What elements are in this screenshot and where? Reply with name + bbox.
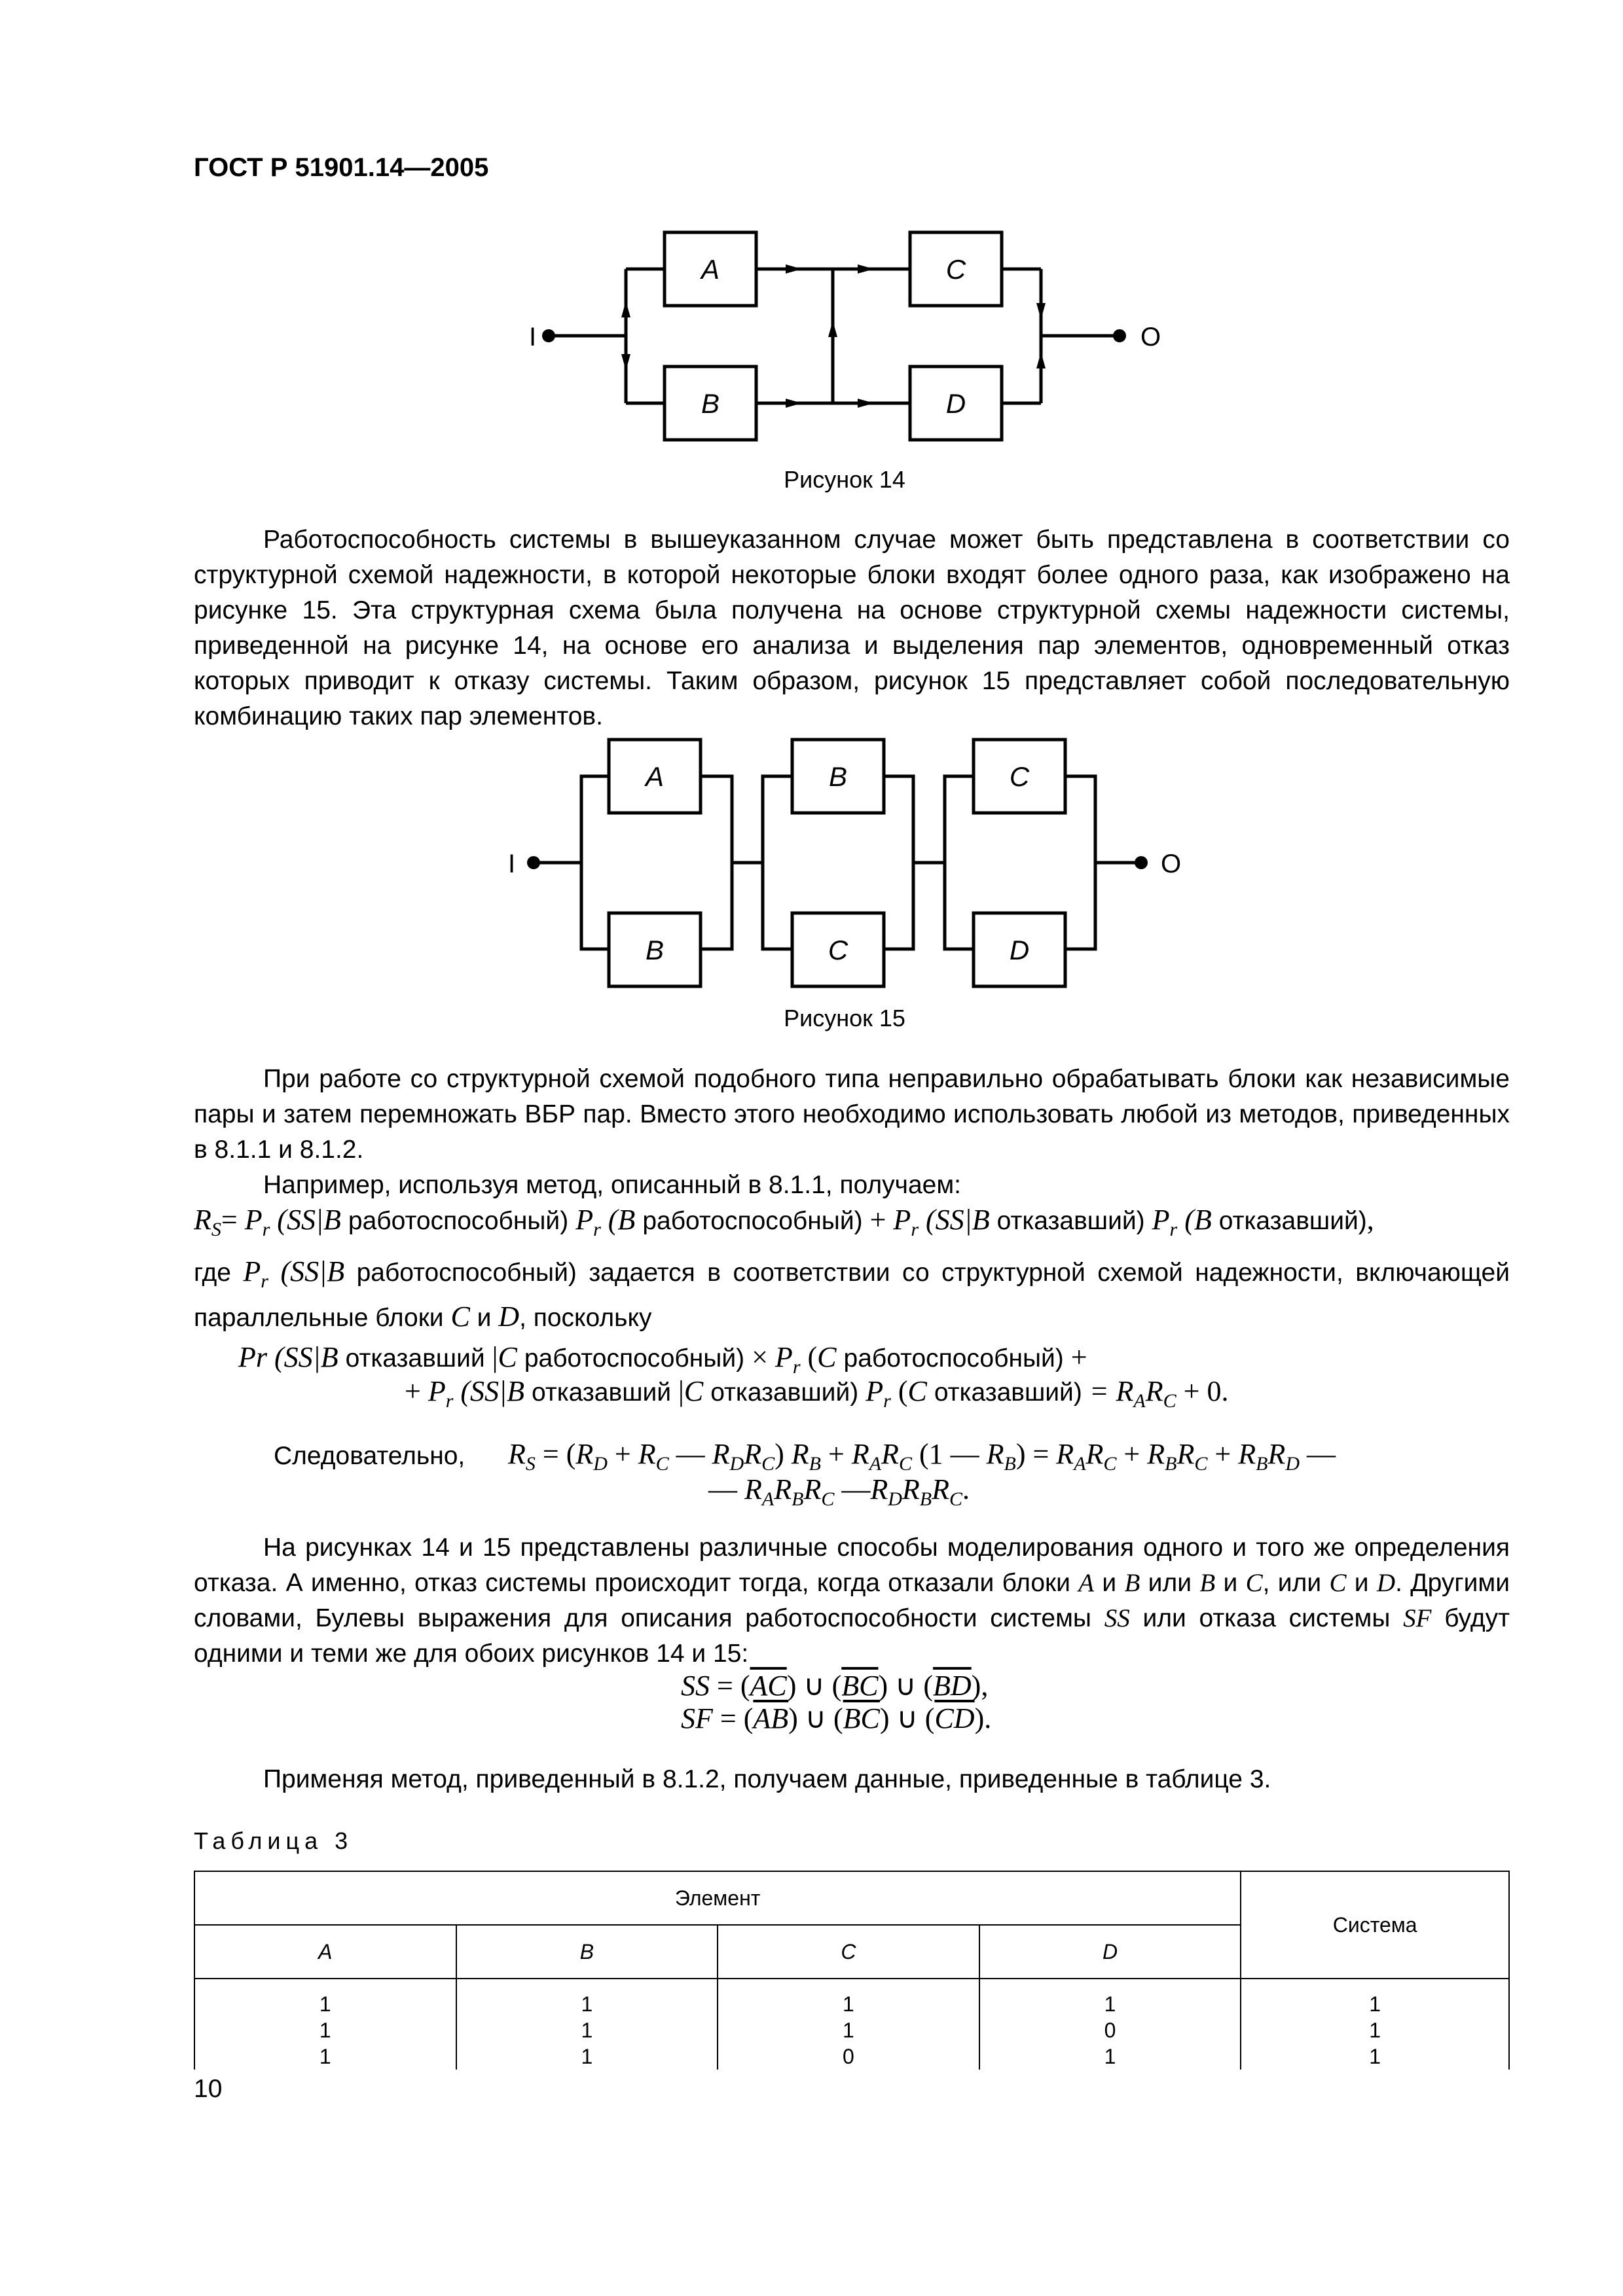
figure-14-caption: Рисунок 14 [784,466,905,493]
fig15-pair1-top: A [645,761,665,792]
formula-rs-expanded-line1: $R_S = (R_D + R_C$ — $R_DR_C$) $R_B + R_AR_C$ (1 — $R_B) = R_AR_C + R_BR_C + R_BR_D$ — [508,1438,1336,1475]
fig15-pair3-top: C [1009,761,1030,792]
fig15-pair3-bottom: D [1009,935,1030,965]
fig15-pair2-top: B [828,761,848,792]
document-header: ГОСТ Р 51901.14—2005 [194,153,489,182]
table-row: 1 1 0 1 1 [194,2043,1509,2070]
fig14-label-a: A [701,254,720,285]
fig15-input-label: I [508,850,516,878]
paragraph-2: При работе со структурной схемой подобного типа неправильно обрабатывать блоки как независимые пары и затем перемножать ВБР пар. Вместо этого необходимо использовать любой из методов, приведенных в 8.1.1 и 8.1.2. [194,1065,1510,1164]
formula-pr-line1: Pr (SS|B отказавший |C работоспособный) × $P_r$ (C работоспособный) + [238,1341,1087,1378]
paragraph-4: где $P_r$ (SS|B работоспособный) задается в соответствии со структурной схемой надежности, включающей параллельные блоки C и D, поскольку [194,1255,1510,1333]
fig14-label-d: D [945,388,966,419]
table-col-c: C [718,1925,979,1979]
page-number: 10 [194,2075,223,2103]
table-col-b: B [456,1925,718,1979]
figure-14-diagram [0,0,1623,511]
paragraph-1: Работоспособность системы в вышеуказанном случае может быть представлена в соответствии со структурной схемой надежности, в которой некоторые блоки входят более одного раза, как изображено на рисунке 15. Эта структурная схема была получена на основе структурной схемы надежности системы, приведенной на рисунке 14, на основе его анализа и выделения пар элементов, одновременный отказ которых приводит к отказу системы. Таким образом, рисунок 15 представляет собой последовательную комбинацию таких пар элементов. [194,526,1510,730]
formula-pr-line2: + $P_r$ (SS|B отказавший |C отказавший) $P_r$ (C отказавший) = $R_AR_C + 0$. [405,1375,1229,1412]
table-header-system: Система [1241,1871,1509,1979]
figure-15-diagram [0,720,1623,1021]
paragraph-5: На рисунках 14 и 15 представлены различные способы моделирования одного и того же определения отказа. А именно, отказ системы происходит тогда, когда отказали блоки A и B или B и C, или C и D. Другими словами, Булевы выражения для описания работоспособности системы SS или отказа системы SF будут одними и теми же для обоих рисунков 14 и 15: [194,1534,1510,1668]
table-3 [194,1871,1510,2070]
figure-15-caption: Рисунок 15 [784,1005,905,1031]
boolean-ss: SS = $(\overline{AC})$ ∪ $(\overline{BC})$ ∪ $(\overline{BD})$, [681,1670,989,1702]
fig15-pair2-bottom: C [828,935,848,965]
formula-rs-expanded-line2: — $R_AR_BR_C$ $—R_DR_BR_C$. [708,1473,970,1510]
table-header-element: Элемент [194,1871,1241,1925]
formula-rs: $R_S= P_r$ (SS|B работоспособный) $P_r$ (B работоспособный) + $P_r$ (SS|B отказавший) $P_r$ (B отказавший), [194,1204,1374,1240]
table-row: 1 1 1 1 1 [194,1979,1509,2017]
fig14-label-c: C [945,254,966,285]
fig14-input-label: I [529,323,537,351]
paragraph-3: Например, используя метод, описанный в 8.1.1, получаем: [263,1171,962,1199]
fig14-label-b: B [701,388,720,419]
boolean-sf: SF = $(\overline{AB})$ ∪ $(\overline{BC})$ ∪ $(\overline{CD})$. [681,1702,992,1734]
paragraph-6: Применяя метод, приведенный в 8.1.2, получаем данные, приведенные в таблице 3. [263,1765,1271,1793]
table-col-a: A [194,1925,456,1979]
fig15-pair1-bottom: B [645,935,665,965]
formula-label-therefore: Следовательно, [274,1442,465,1470]
table-row: 1 1 1 0 1 [194,2017,1509,2043]
fig15-output-label: O [1161,850,1182,878]
fig14-output-label: O [1140,323,1161,351]
table-col-d: D [979,1925,1241,1979]
table-3-label: Таблица 3 [194,1827,354,1854]
